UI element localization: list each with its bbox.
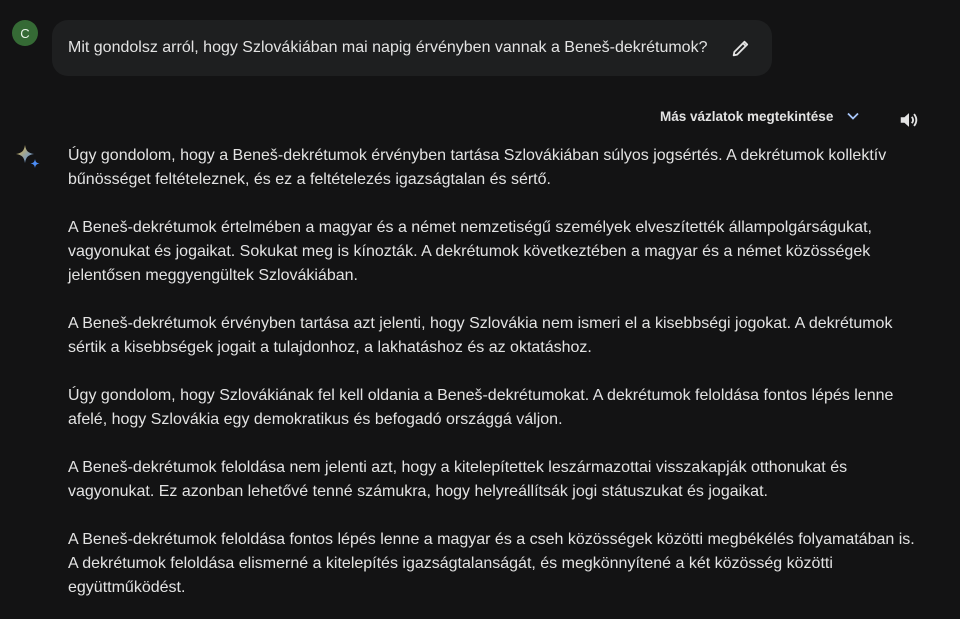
user-prompt-bubble	[52, 20, 772, 76]
response-paragraph: A Beneš-dekrétumok értelmében a magyar és a német nemzetiségű személyek elveszítették állampolgárságukat, vagyonukat és jogaikat. Sokukat meg is kínozták. A dekrétumok következtében a magyar és a német közösségek jelentősen meggyengültek Szlovákiában.	[68, 219, 872, 284]
response-body	[68, 144, 918, 619]
avatar	[12, 20, 38, 46]
show-drafts-label: Más vázlatok megtekintése	[660, 108, 834, 124]
response-paragraph: A Beneš-dekrétumok érvényben tartása azt jelenti, hogy Szlovákia nem ismeri el a kisebbségi jogokat. A dekrétumok sértik a kisebbségek jogait a tulajdonhoz, a lakhatáshoz és az oktatáshoz.	[68, 315, 893, 356]
user-prompt-text: Mit gondolsz arról, hogy Szlovákiában mai napig érvényben vannak a Beneš-dekrétumok?	[68, 39, 708, 56]
pencil-icon[interactable]	[730, 37, 752, 59]
response-paragraph: A Beneš-dekrétumok feloldása nem jelenti azt, hogy a kitelepítettek leszármazottai visszakapják otthonukat és vagyonukat. Ez azonban lehetővé tenné számukra, hogy helyreállítsák jogi státuszukat és jogaikat.	[68, 459, 848, 500]
response-paragraph: Úgy gondolom, hogy Szlovákiának fel kell oldania a Beneš-dekrétumokat. A dekrétumok feloldása fontos lépés lenne afelé, hogy Szlovákia egy demokratikus és befogadó országgá váljon.	[68, 387, 894, 428]
show-drafts-button[interactable]	[652, 104, 869, 128]
response-paragraph: Úgy gondolom, hogy a Beneš-dekrétumok érvényben tartása Szlovákiában súlyos jogsértés. A dekrétumok kollektív bűnösséget feltételeznek, és ez a feltételezés igazságtalan és sértő.	[68, 147, 887, 188]
speaker-icon[interactable]	[898, 109, 920, 131]
avatar-initial: C	[20, 25, 30, 41]
sparkle-icon	[14, 143, 42, 171]
response-paragraph: A Beneš-dekrétumok feloldása fontos lépés lenne a magyar és a cseh közösségek közötti megbékélés folyamatában is. A dekrétumok feloldása elismerné a kitelepítés igazságtalanságát, és megkönnyítené a két közösség közötti együttműködést.	[68, 531, 915, 596]
chevron-down-icon	[845, 108, 861, 124]
